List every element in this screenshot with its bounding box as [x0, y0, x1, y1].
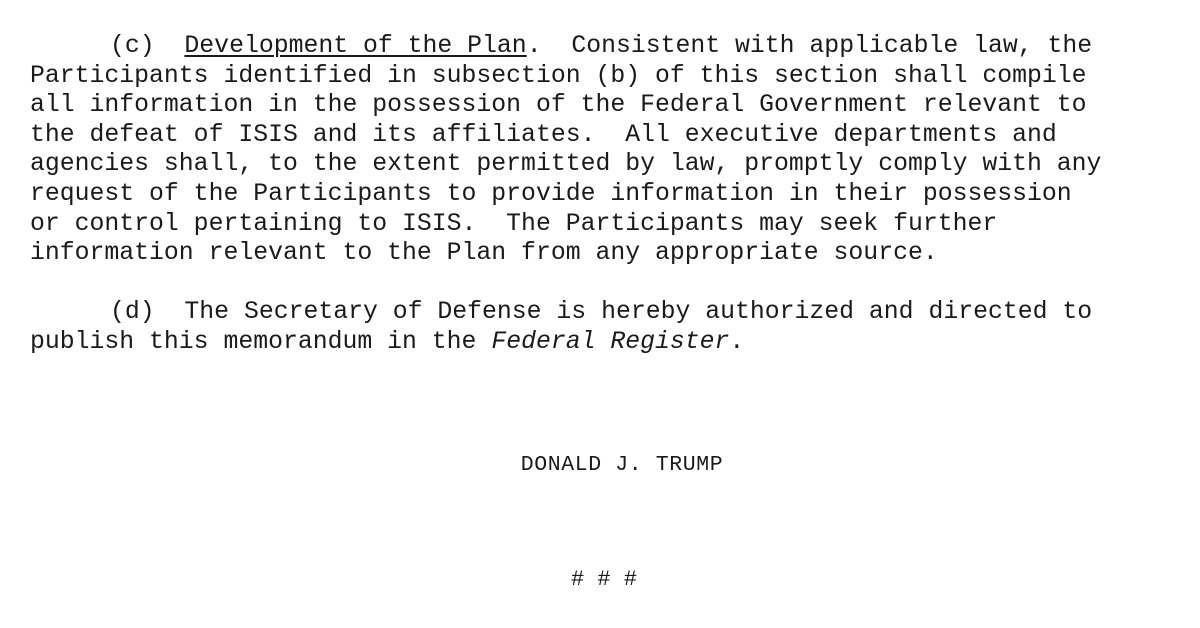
federal-register-title: Federal Register [491, 327, 730, 356]
paragraph-c-line-4: the defeat of ISIS and its affiliates. All executive departments and [30, 120, 1057, 149]
paragraph-spacer [30, 269, 1190, 299]
paragraph-c-line-6: request of the Participants to provide information in their possession [30, 179, 1072, 208]
paragraph-c-line-7: or control pertaining to ISIS. The Participants may seek further [30, 209, 998, 238]
paragraph-c-line-3: all information in the possession of the Federal Government relevant to [30, 91, 1087, 120]
paragraph-d-line-2 [30, 328, 1190, 358]
paragraph-c-marker: (c) [110, 32, 155, 60]
paragraph-c-heading-end: . [526, 32, 542, 60]
paragraph-c-line-5: agencies shall, to the extent permitted by law, promptly comply with any [30, 150, 1102, 179]
paragraph-d-marker: (d) [110, 298, 155, 327]
signature: DONALD J. TRUMP [520, 453, 724, 477]
memorandum-body [30, 32, 1190, 358]
paragraph-c-heading: Development of the Plan [184, 32, 527, 60]
paragraph-d-line-2-end: . [729, 327, 745, 356]
paragraph-c-line-1 [30, 32, 1190, 62]
paragraph-d-line-2-text: publish this memorandum in the [30, 327, 492, 356]
paragraph-c-line-8: information relevant to the Plan from any appropriate source. [30, 239, 938, 268]
paragraph-c-line-2: Participants identified in subsection (b) of this section shall compile [30, 61, 1087, 90]
paragraph-d-line-1 [30, 298, 1190, 328]
paragraph-c-line-1-text: Consistent with applicable law, the [541, 32, 1093, 60]
end-mark: # # # [570, 567, 637, 592]
paragraph-d-line-1-text: The Secretary of Defense is hereby authorized and directed to [154, 298, 1093, 327]
